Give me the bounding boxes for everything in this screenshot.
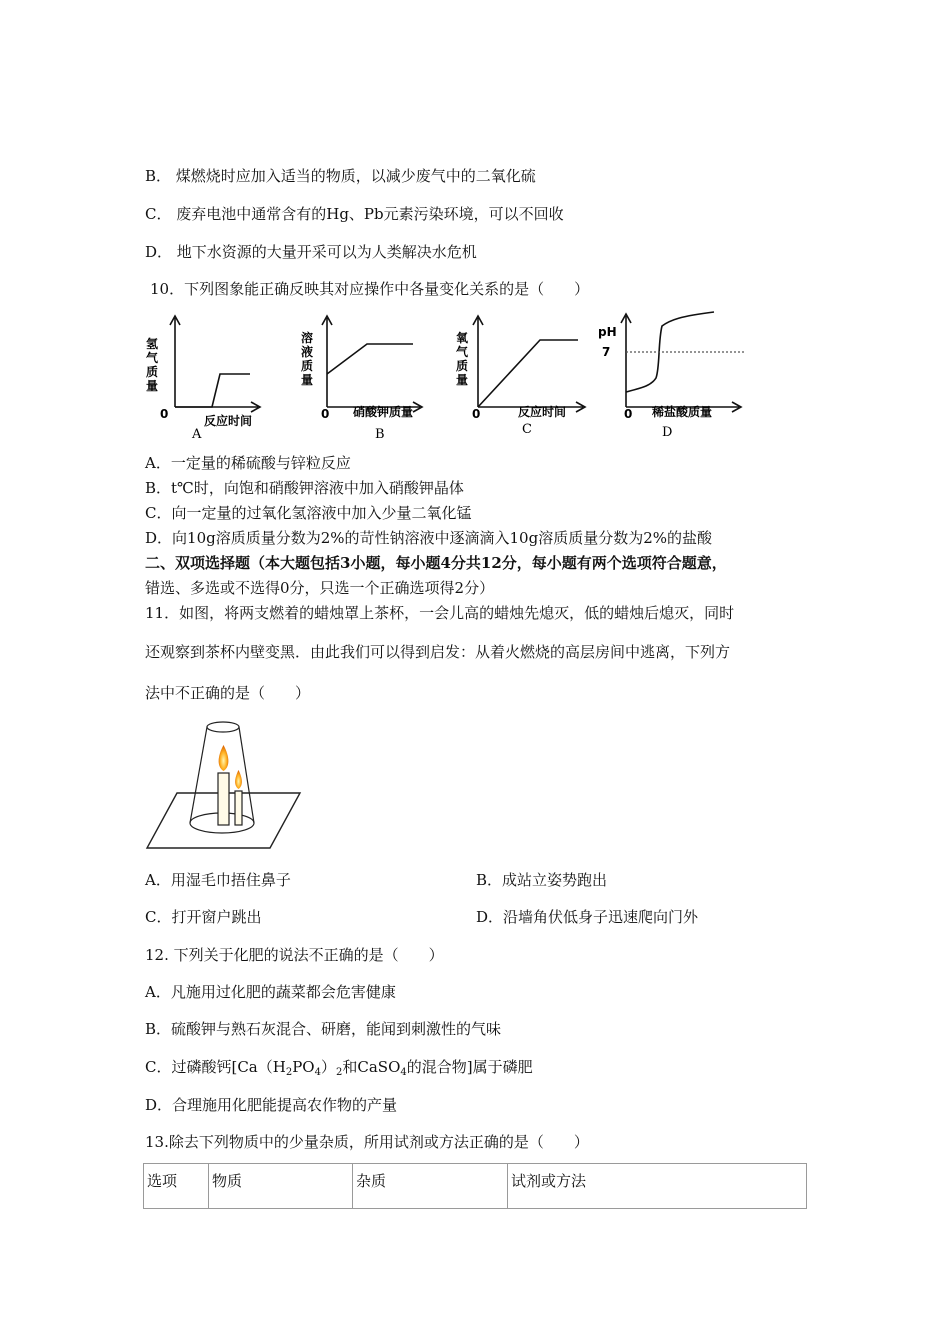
section2-heading-line1: 二、双项选择题（本大题包括3小题，每小题4分共12分，每小题有两个选项符合题意，: [145, 554, 727, 572]
q12-option-c-part4: 和CaSO: [342, 1058, 401, 1076]
q12-option-c-part3: ）: [320, 1058, 336, 1076]
graph-a-origin: 0: [160, 407, 169, 421]
q11-stem-line1: 11．如图，将两支燃着的蜡烛罩上茶杯，一会儿高的蜡烛先熄灭，低的蜡烛后熄灭，同时: [145, 604, 735, 622]
q12-option-c-part2: PO: [292, 1058, 315, 1076]
q11-stem-line3: 法中不正确的是（ ）: [145, 684, 311, 702]
graph-b-ylabel-3: 质: [301, 359, 314, 373]
q10-option-c: C．向一定量的过氧化氢溶液中加入少量二氧化锰: [145, 504, 472, 522]
q9-option-c: C． 废弃电池中通常含有的Hg、Pb元素污染环境，可以不回收: [145, 205, 564, 223]
q10-option-b: B．t℃时，向饱和硝酸钾溶液中加入硝酸钾晶体: [145, 479, 464, 497]
graph-d-origin: 0: [624, 407, 633, 421]
graph-a-xlabel: 反应时间: [204, 414, 253, 428]
q12-option-b: B．硫酸钾与熟石灰混合、研磨，能闻到刺激性的气味: [145, 1020, 502, 1038]
q12-option-c-sub3: 2: [336, 1067, 343, 1078]
q12-option-c-part1: C．过磷酸钙[Ca（H: [145, 1058, 286, 1076]
graph-b-origin: 0: [321, 407, 330, 421]
q10-graph-c: [448, 312, 588, 446]
q12-stem: 12. 下列关于化肥的说法不正确的是（ ）: [145, 946, 444, 964]
q12-option-c-sub4: 4: [400, 1067, 407, 1078]
graph-a-ylabel-2: 气: [146, 351, 159, 365]
q9-option-b: B． 煤燃烧时应加入适当的物质，以减少废气中的二氧化硫: [145, 167, 536, 185]
graph-b-letter: B: [375, 427, 385, 442]
graph-d-y7: 7: [602, 345, 611, 359]
q10-stem: 10．下列图象能正确反映其对应操作中各量变化关系的是（ ）: [150, 280, 590, 298]
q10-graph-d: [596, 312, 746, 446]
graph-a-ylabel-1: 氢: [146, 337, 159, 351]
q12-option-a: A．凡施用过化肥的蔬菜都会危害健康: [145, 983, 396, 1001]
table-header-method: 试剂或方法: [508, 1164, 807, 1209]
table-header-impurity: 杂质: [353, 1164, 508, 1209]
graph-a-ylabel-4: 量: [146, 379, 159, 393]
q11-option-c: C．打开窗户跳出: [145, 908, 262, 926]
graph-b-ylabel-4: 量: [301, 373, 314, 387]
graph-c-ylabel-4: 量: [456, 373, 469, 387]
q11-option-d: D．沿墙角伏低身子迅速爬向门外: [476, 908, 699, 926]
q11-candle-figure: [145, 715, 305, 857]
q13-table: [143, 1163, 807, 1209]
q11-stem-line2: 还观察到茶杯内壁变黑．由此我们可以得到启发：从着火燃烧的高层房间中逃离，下列方: [145, 643, 731, 661]
graph-d-ylabel: pH: [598, 325, 617, 339]
graph-d-letter: D: [662, 425, 673, 440]
graph-d-xlabel: 稀盐酸质量: [652, 405, 713, 419]
graph-c-letter: C: [522, 422, 532, 437]
q10-option-a: A．一定量的稀硫酸与锌粒反应: [145, 454, 351, 472]
q10-option-d: D．向10g溶质质量分数为2%的苛性钠溶液中逐滴滴入10g溶质质量分数为2%的盐酸: [145, 529, 713, 547]
q12-option-c-part5: 的混合物]属于磷肥: [406, 1058, 533, 1076]
graph-a-letter: A: [192, 427, 202, 442]
graph-c-ylabel-1: 氧: [456, 331, 469, 345]
q11-option-a: A．用湿毛巾捂住鼻子: [145, 871, 291, 889]
table-header-row: [144, 1164, 807, 1209]
section2-heading-line2: 错选、多选或不选得0分，只选一个正确选项得2分）: [145, 579, 495, 597]
graph-c-ylabel-3: 质: [456, 359, 469, 373]
graph-a-ylabel-3: 质: [146, 365, 159, 379]
q12-option-c-sub1: 2: [285, 1067, 293, 1078]
q9-option-d: D． 地下水资源的大量开采可以为人类解决水危机: [145, 243, 477, 261]
q12-option-c-sub2: 4: [314, 1067, 321, 1078]
graph-b-ylabel-1: 溶: [301, 331, 314, 345]
graph-c-ylabel-2: 气: [456, 345, 469, 359]
table-header-substance: 物质: [209, 1164, 353, 1209]
q11-option-b: B．成站立姿势跑出: [476, 871, 608, 889]
q10-graph-a: [140, 312, 270, 446]
q12-option-c: [145, 1057, 533, 1083]
q12-option-d: D．合理施用化肥能提高农作物的产量: [145, 1096, 398, 1114]
table-header-option: 选项: [144, 1164, 209, 1209]
graph-c-xlabel: 反应时间: [518, 405, 567, 419]
q13-stem: 13.除去下列物质中的少量杂质，所用试剂或方法正确的是（ ）: [145, 1133, 589, 1151]
graph-c-origin: 0: [472, 407, 481, 421]
graph-b-xlabel: 硝酸钾质量: [353, 405, 414, 419]
graph-b-ylabel-2: 液: [301, 345, 314, 359]
q10-graph-b: [295, 312, 435, 446]
